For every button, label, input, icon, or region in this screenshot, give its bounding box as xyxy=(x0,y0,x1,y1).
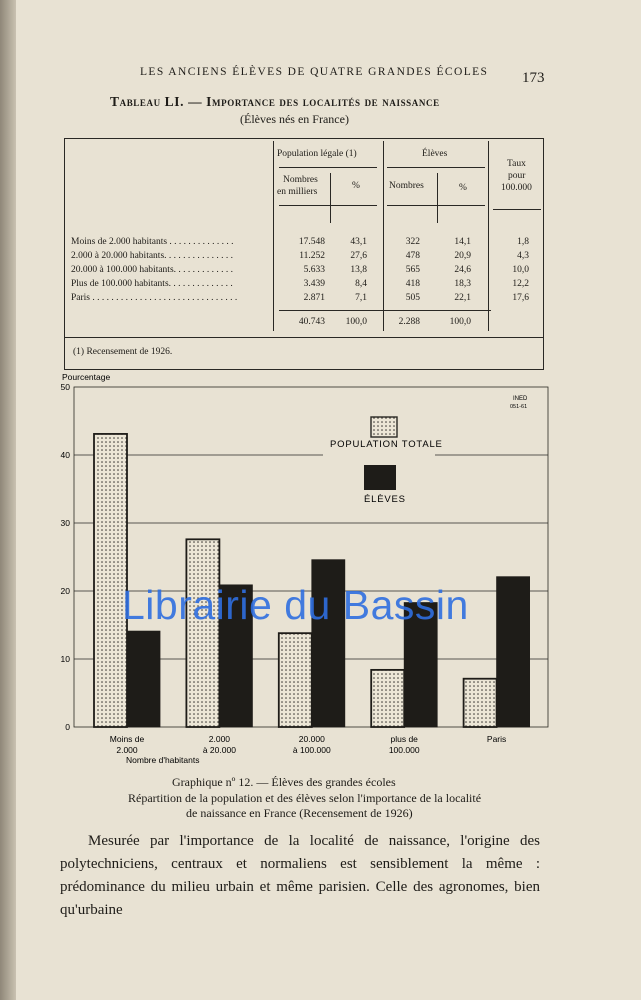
legend-swatch-eleves xyxy=(364,465,396,490)
cell-pop: 11.252 xyxy=(299,251,325,261)
running-head: LES ANCIENS ÉLÈVES DE QUATRE GRANDES ÉCOLES xyxy=(140,66,489,78)
cell-pct2: 20,9 xyxy=(454,251,471,261)
data-table xyxy=(64,138,544,370)
row-label: Plus de 100.000 habitants. . . . . . . . . . . . . . xyxy=(71,279,233,289)
table-subtitle: (Élèves nés en France) xyxy=(240,112,349,126)
bar-population xyxy=(94,434,127,727)
header-pct: % xyxy=(352,181,360,191)
legend-label-eleves: ÉLÈVES xyxy=(364,494,406,505)
header-nombres-1: Nombres xyxy=(283,175,318,185)
y-tick-label: 10 xyxy=(60,654,70,664)
x-tick-label: à 100.000 xyxy=(292,745,331,755)
cell-taux: 12,2 xyxy=(512,279,529,289)
cell-pct2: 14,1 xyxy=(454,237,471,247)
row-label: 2.000 à 20.000 habitants. . . . . . . . . . . . . . . xyxy=(71,251,234,261)
y-tick-label: 0 xyxy=(65,722,70,732)
y-axis-label: Pourcentage xyxy=(62,372,111,382)
caption-line-3: de naissance en France (Recensement de 1926) xyxy=(186,806,413,820)
x-tick-label: 2.000 xyxy=(208,734,231,744)
table-title: Tableau LI. — Importance des localités de naissance xyxy=(110,94,440,109)
cell-eleves: 478 xyxy=(405,251,420,261)
bar-chart xyxy=(40,372,560,772)
cell-pop: 17.548 xyxy=(298,237,325,247)
legend-swatch-population xyxy=(371,417,397,437)
bar-eleves xyxy=(497,577,530,727)
total-pop: 40.743 xyxy=(298,317,325,327)
x-tick-label: 20.000 xyxy=(298,734,325,744)
cell-pop: 3.439 xyxy=(303,279,325,289)
header-nombres: Nombres xyxy=(389,181,424,191)
stamp-ined: INED xyxy=(513,396,528,402)
x-tick-label: Moins de xyxy=(109,734,145,744)
page-number: 173 xyxy=(522,70,545,86)
header-nombres-2: en milliers xyxy=(277,187,318,197)
y-tick-label: 50 xyxy=(60,382,70,392)
header-pct2: % xyxy=(459,183,467,193)
header-eleves: Élèves xyxy=(422,149,448,159)
x-tick-label: 100.000 xyxy=(388,745,420,755)
cell-pct: 8,4 xyxy=(355,279,367,289)
cell-pct: 13,8 xyxy=(350,265,367,275)
cell-taux: 17,6 xyxy=(512,293,529,303)
y-tick-label: 30 xyxy=(60,518,70,528)
bar-population xyxy=(371,670,404,727)
cell-taux: 1,8 xyxy=(517,237,529,247)
bar-eleves xyxy=(127,631,160,727)
stamp-code: 051-61 xyxy=(510,404,528,410)
cell-pop: 2.871 xyxy=(303,293,325,303)
body-paragraph: Mesurée par l'importance de la localité de naissance, l'origine des polytechniciens, centraux et normaliens est sensiblement la même : prédominance du milieu urbain et même parisien. Celle des agronomes, bien qu'urbaine xyxy=(60,833,540,918)
x-tick-label: plus de xyxy=(390,734,418,744)
caption-line-2: Répartition de la population et des élèves selon l'importance de la localité xyxy=(128,791,482,805)
bar-population xyxy=(464,679,497,727)
row-label: Moins de 2.000 habitants . . . . . . . . . . . . . . xyxy=(71,237,234,247)
table-footnote: (1) Recensement de 1926. xyxy=(73,347,173,357)
watermark-text: Librairie du Bassin xyxy=(122,582,469,628)
row-label: 20.000 à 100.000 habitants. . . . . . . . . . . . . xyxy=(71,265,234,275)
header-taux-3: 100.000 xyxy=(501,183,532,193)
cell-eleves: 565 xyxy=(405,265,420,275)
y-tick-label: 20 xyxy=(60,586,70,596)
cell-pct: 27,6 xyxy=(350,251,367,261)
cell-pct: 43,1 xyxy=(350,237,367,247)
cell-pct2: 24,6 xyxy=(454,265,471,275)
x-tick-label: Paris xyxy=(486,734,507,744)
header-population-legale: Population légale (1) xyxy=(277,149,357,159)
chart-svg xyxy=(40,372,560,772)
row-label: Paris . . . . . . . . . . . . . . . . . . . . . . . . . . . . . . . xyxy=(71,293,238,303)
cell-pct: 7,1 xyxy=(355,293,367,303)
cell-eleves: 418 xyxy=(405,279,420,289)
cell-taux: 4,3 xyxy=(517,251,529,261)
cell-pct2: 18,3 xyxy=(454,279,471,289)
cell-pct2: 22,1 xyxy=(454,293,471,303)
cell-pop: 5.633 xyxy=(303,265,325,275)
cell-eleves: 322 xyxy=(405,237,420,247)
cell-eleves: 505 xyxy=(405,293,420,303)
cell-taux: 10,0 xyxy=(512,265,529,275)
total-eleves: 2.288 xyxy=(398,317,420,327)
book-spine xyxy=(0,0,16,1000)
legend-label-population: POPULATION TOTALE xyxy=(330,439,443,450)
header-taux-2: pour xyxy=(508,171,526,181)
bar-population xyxy=(186,539,219,727)
x-axis-label: Nombre d'habitants xyxy=(126,755,200,765)
caption-title: Graphique nº 12. — Élèves des grandes écoles xyxy=(172,775,396,789)
bar-population xyxy=(279,633,312,727)
x-tick-label: 2.000 xyxy=(116,745,138,755)
y-tick-label: 40 xyxy=(60,450,70,460)
total-pct2: 100,0 xyxy=(449,317,471,327)
total-pct: 100,0 xyxy=(345,317,367,327)
x-tick-label: à 20.000 xyxy=(202,745,236,755)
header-taux-1: Taux xyxy=(507,159,526,169)
